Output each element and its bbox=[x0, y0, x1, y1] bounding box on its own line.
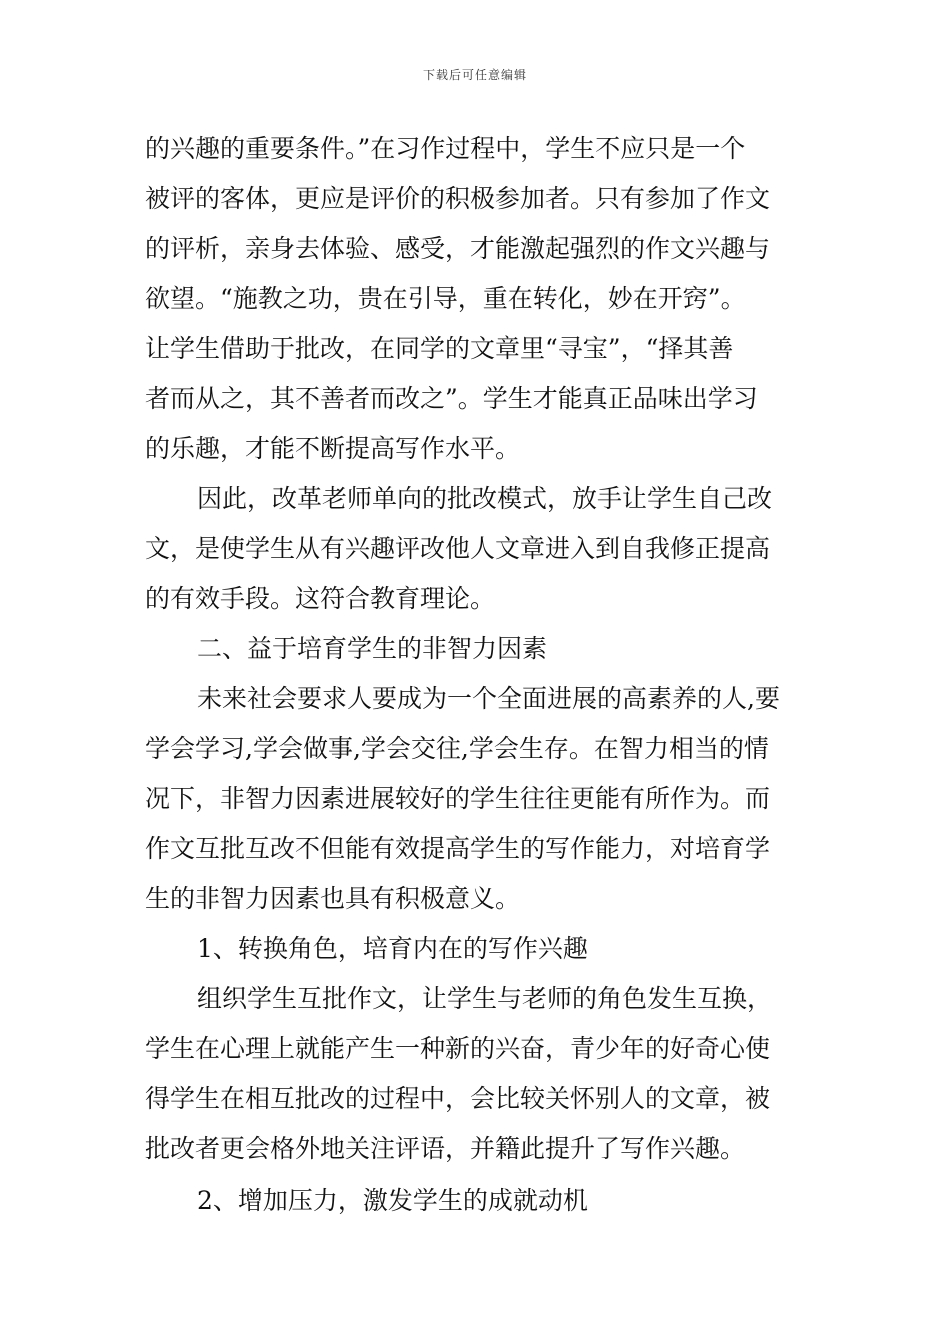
paragraph-line: 欲望。“施教之功，贵在引导，重在转化，妙在开窍”。 bbox=[145, 284, 746, 313]
paragraph-line: 作文互批互改不但能有效提高学生的写作能力，对培育学 bbox=[145, 834, 771, 863]
paragraph-line: 的兴趣的重要条件。”在习作过程中，学生不应只是一个 bbox=[145, 134, 746, 163]
subsection-heading: 1、转换角色，培育内在的写作兴趣 bbox=[197, 934, 588, 963]
paragraph-line: 组织学生互批作文，让学生与老师的角色发生互换， bbox=[197, 984, 773, 1013]
paragraph-line: 文，是使学生从有兴趣评改他人文章进入到自我修正提高 bbox=[145, 534, 771, 563]
paragraph-line: 批改者更会格外地关注评语，并籍此提升了写作兴趣。 bbox=[145, 1134, 746, 1163]
paragraph-line: 的评析，亲身去体验、感受，才能激起强烈的作文兴趣与 bbox=[145, 234, 771, 263]
paragraph-line: 学生在心理上就能产生一种新的兴奋，青少年的好奇心使 bbox=[145, 1034, 771, 1063]
paragraph-line: 学会学习,学会做事,学会交往,学会生存。在智力相当的情 bbox=[145, 734, 769, 763]
page-header: 下载后可任意编辑 bbox=[422, 68, 527, 82]
subsection-heading: 2、增加压力，激发学生的成就动机 bbox=[197, 1186, 588, 1215]
paragraph-line: 况下，非智力因素进展较好的学生往往更能有所作为。而 bbox=[145, 784, 771, 813]
paragraph-line: 的乐趣，才能不断提高写作水平。 bbox=[145, 434, 521, 463]
paragraph-line: 的有效手段。这符合教育理论。 bbox=[145, 584, 496, 613]
paragraph-line: 让学生借助于批改，在同学的文章里“寻宝”，“择其善 bbox=[145, 334, 734, 363]
paragraph-line: 得学生在相互批改的过程中，会比较关怀别人的文章，被 bbox=[145, 1084, 771, 1113]
section-heading: 二、益于培育学生的非智力因素 bbox=[197, 634, 548, 663]
paragraph-line: 因此，改革老师单向的批改模式，放手让学生自己改 bbox=[197, 484, 773, 513]
paragraph-line: 未来社会要求人要成为一个全面进展的高素养的人,要 bbox=[197, 684, 780, 713]
paragraph-line: 者而从之，其不善者而改之”。学生才能真正品味出学习 bbox=[145, 384, 758, 413]
paragraph-line: 生的非智力因素也具有积极意义。 bbox=[145, 884, 521, 913]
paragraph-line: 被评的客体，更应是评价的积极参加者。只有参加了作文 bbox=[145, 184, 771, 213]
